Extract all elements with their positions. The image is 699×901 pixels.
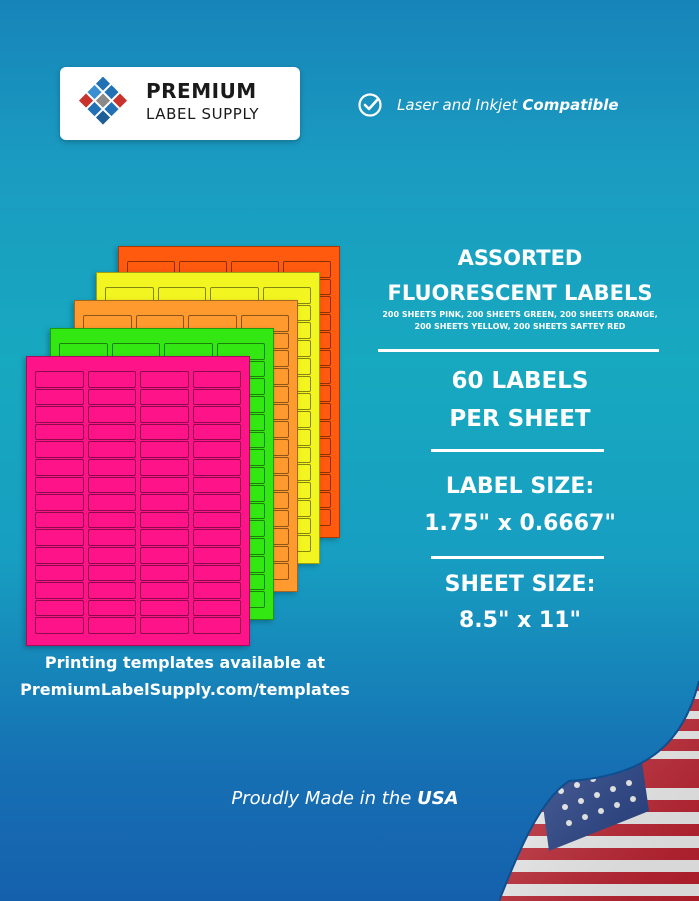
label-cell <box>35 441 84 458</box>
label-cell <box>140 424 189 441</box>
made-in-text: Proudly Made in the <box>231 788 412 809</box>
label-cell <box>193 565 242 582</box>
heading-line1: ASSORTED <box>457 246 583 270</box>
label-grid <box>35 371 241 635</box>
heading-detail1: 200 SHEETS PINK, 200 SHEETS GREEN, 200 SHEETS ORANGE, <box>382 310 658 319</box>
label-cell <box>35 459 84 476</box>
label-size-value: 1.75" x 0.6667" <box>424 511 616 536</box>
label-cell <box>140 565 189 582</box>
compat-emphasis: Compatible <box>522 96 619 114</box>
label-cell <box>88 582 137 599</box>
label-cell <box>193 441 242 458</box>
label-cell <box>140 477 189 494</box>
label-cell <box>140 459 189 476</box>
label-cell <box>193 477 242 494</box>
label-cell <box>88 371 137 388</box>
label-cell <box>35 617 84 634</box>
made-in-usa <box>190 788 500 809</box>
diamond-grid-logo-icon <box>74 77 132 127</box>
label-cell <box>88 441 137 458</box>
label-cell <box>193 529 242 546</box>
divider-2 <box>431 449 604 452</box>
label-cell <box>35 600 84 617</box>
label-cell <box>193 406 242 423</box>
label-cell <box>35 494 84 511</box>
label-cell <box>193 617 242 634</box>
label-cell <box>35 512 84 529</box>
label-cell <box>88 617 137 634</box>
label-cell <box>88 547 137 564</box>
label-cell <box>193 371 242 388</box>
label-cell <box>88 600 137 617</box>
label-cell <box>88 494 137 511</box>
label-cell <box>140 441 189 458</box>
label-cell <box>140 494 189 511</box>
label-cell <box>193 494 242 511</box>
label-size-title: LABEL SIZE: <box>445 474 595 499</box>
label-cell <box>140 600 189 617</box>
label-cell <box>140 547 189 564</box>
templates-line1: Printing templates available at <box>44 653 326 672</box>
label-cell <box>140 389 189 406</box>
label-cell <box>35 424 84 441</box>
logo-subtitle: LABEL SUPPLY <box>146 105 260 123</box>
label-cell <box>35 565 84 582</box>
logo-card <box>60 67 300 140</box>
logo-title: PREMIUM <box>146 79 257 103</box>
label-cell <box>140 371 189 388</box>
pink-label-sheet <box>26 356 250 646</box>
label-cell <box>140 512 189 529</box>
label-cell <box>140 529 189 546</box>
heading-line2: FLUORESCENT LABELS <box>387 281 653 305</box>
check-circle-icon <box>357 92 383 118</box>
label-cell <box>35 389 84 406</box>
sheet-size-value: 8.5" x 11" <box>458 608 582 633</box>
made-in-emphasis: USA <box>417 788 459 809</box>
label-cell <box>193 424 242 441</box>
labels-count: 60 LABELS <box>451 368 589 394</box>
label-cell <box>88 459 137 476</box>
label-cell <box>140 406 189 423</box>
label-cell <box>140 617 189 634</box>
label-cell <box>193 600 242 617</box>
divider-3 <box>431 556 604 559</box>
templates-url: PremiumLabelSupply.com/templates <box>20 680 350 699</box>
label-cell <box>193 582 242 599</box>
heading-detail2: 200 SHEETS YELLOW, 200 SHEETS SAFTEY RED <box>414 322 626 331</box>
label-cell <box>193 389 242 406</box>
label-cell <box>35 371 84 388</box>
label-cell <box>35 547 84 564</box>
label-cell <box>35 406 84 423</box>
label-cell <box>88 529 137 546</box>
compat-text: Laser and Inkjet <box>397 96 518 114</box>
divider-1 <box>378 349 659 352</box>
us-flag-icon <box>499 681 699 901</box>
label-cell <box>88 389 137 406</box>
label-cell <box>193 547 242 564</box>
label-cell <box>193 459 242 476</box>
label-cell <box>88 565 137 582</box>
label-cell <box>35 529 84 546</box>
label-cell <box>193 512 242 529</box>
label-cell <box>35 477 84 494</box>
label-cell <box>140 582 189 599</box>
sheet-size-title: SHEET SIZE: <box>444 572 596 597</box>
labels-per-sheet: PER SHEET <box>449 406 591 432</box>
label-cell <box>88 424 137 441</box>
label-cell <box>88 406 137 423</box>
compatibility-note <box>357 92 619 118</box>
label-cell <box>88 477 137 494</box>
label-cell <box>88 512 137 529</box>
label-cell <box>35 582 84 599</box>
